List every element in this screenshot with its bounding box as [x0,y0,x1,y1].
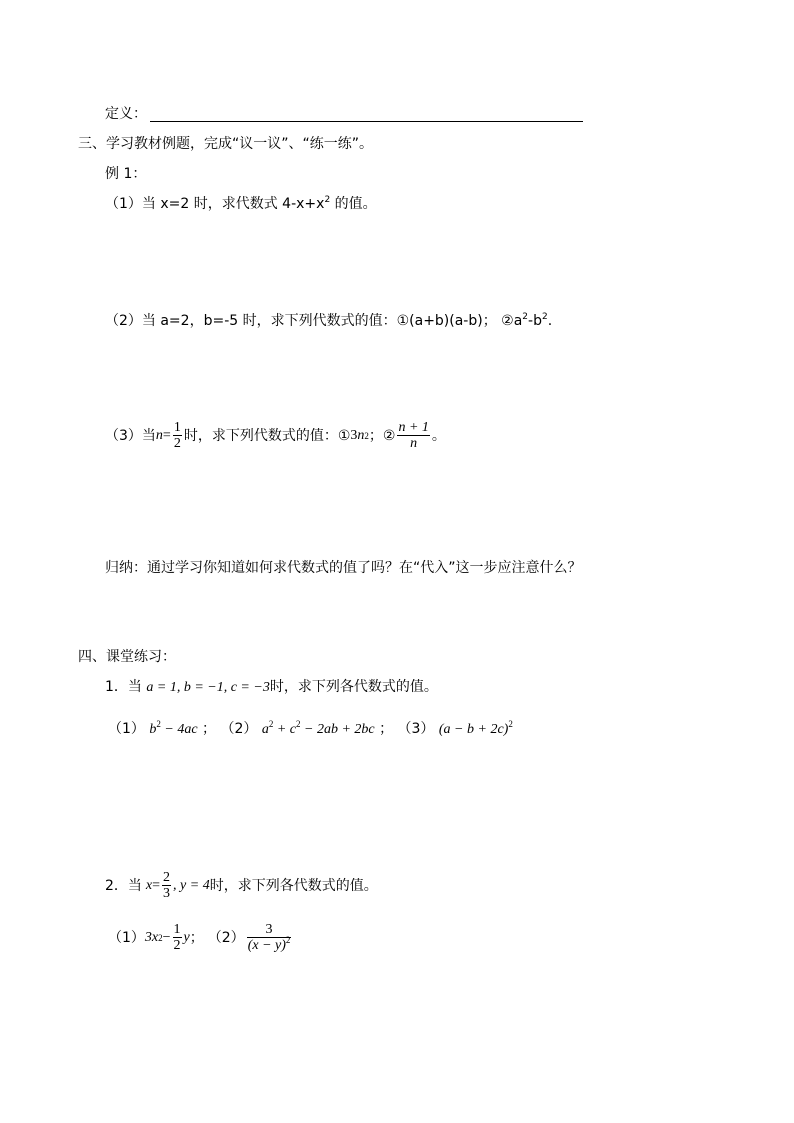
item-2-expr: a [261,722,269,737]
item-1-end: ； [189,929,204,946]
item-label: （2） [220,721,258,737]
item-1-fraction [173,922,182,953]
question-1 [105,195,377,213]
item-1-end: ； [202,721,216,737]
fraction-numerator: 1 [173,420,181,435]
practice-1-items [108,720,513,739]
item-1-exponent: 2 [156,719,161,729]
fraction-denominator [247,935,292,953]
practice-2-number: 2．当 [105,877,142,894]
item-3-expr: (a − b + 2c) [438,722,509,737]
practice-1 [105,678,438,697]
item-1-minus: − [162,929,171,945]
question-2 [105,312,552,330]
practice-2 [105,870,378,901]
denominator-exponent: 2 [285,935,291,945]
practice-1-number: 1．当 [105,679,142,695]
question-2-mid: -b [528,313,542,329]
practice-2-condition: , y = 4 [173,877,210,893]
question-3-fraction [173,420,182,451]
question-3-text: 时，求下列代数式的值：① [183,427,351,444]
fraction-numerator: 3 [265,922,273,937]
question-2-suffix: . [547,313,553,329]
item-3-exponent: 2 [508,719,513,729]
item-2-fraction [247,922,292,953]
item-2-end: ； [379,721,394,737]
item-2-expr-b: + c [273,722,296,737]
question-1-suffix: 的值。 [330,196,377,212]
example-1-label: 例 1： [105,166,147,182]
practice-2-fraction [162,870,171,901]
item-label: （2） [207,929,245,946]
item-2-expr-rest: − 2ab + 2bc [300,722,375,737]
item-label: （1） [108,929,145,946]
section-3-title: 三、学习教材例题，完成“议一议”、“练一练”。 [78,136,374,152]
question-2-text: （2）当 a=2，b=-5 时，求下列代数式的值：①(a+b)(a-b)； ②a [105,313,523,329]
fraction-denominator: 2 [173,436,181,451]
fraction-denominator: 3 [163,886,171,901]
question-1-text: （1）当 x=2 时，求代数式 4-x+x [105,196,325,212]
question-3-expr1-var: n [357,427,365,443]
practice-2-items: （1） 3x 2 − $\frac{1}{2}$ y ； （2） $\frac{3}{(x - y)^2}$ [108,922,291,953]
definition-label: 定义： [105,106,147,122]
item-1-expr-rest: − 4ac [160,722,198,737]
question-2-exponent-a: 2 [522,312,529,322]
question-3-equals: = [162,427,171,443]
question-3-variable: n [155,427,163,443]
item-1-expr: 3x [144,929,159,945]
question-3-prefix: （3）当 [105,427,156,444]
denominator-expr: (x − y) [247,938,286,953]
question-3: （3）当 n = $\frac{1}{2}$ 时，求下列代数式的值：① 3 n 2 ；② $\frac{n + 1}{n}$ 。 [105,420,446,451]
fraction-denominator: n [410,436,418,451]
item-1-expr: b [149,722,157,737]
item-label: （1） [108,721,145,737]
item-1-var: y [183,929,190,945]
question-3-end: 。 [431,427,446,444]
item-label: （3） [397,721,435,737]
summary-text: 归纳：通过学习你知道如何求代数式的值了吗？在“代入”这一步应注意什么？ [105,560,582,576]
fraction-numerator: 2 [163,870,171,885]
fraction-denominator: 2 [173,938,181,953]
question-3-separator: ；② [368,427,396,444]
definition-blank-line [150,121,583,122]
fraction-numerator: n + 1 [398,420,429,435]
question-1-exponent: 2 [324,195,331,205]
question-3-expr1-coef: 3 [350,427,358,443]
question-3-fraction-2 [397,420,429,451]
fraction-numerator: 1 [173,922,181,937]
question-2-exponent-b: 2 [541,312,548,322]
practice-2-equals: = [152,877,161,893]
item-2-exponent-a: 2 [268,719,274,729]
item-2-exponent-c: 2 [296,719,301,729]
practice-2-variable: x [145,877,153,893]
practice-1-text: 时，求下列各代数式的值。 [269,679,438,695]
section-4-title: 四、课堂练习： [78,649,176,665]
practice-1-condition: a = 1, b = −1, c = −3 [146,680,270,695]
practice-2-text: 时，求下列各代数式的值。 [209,877,378,894]
